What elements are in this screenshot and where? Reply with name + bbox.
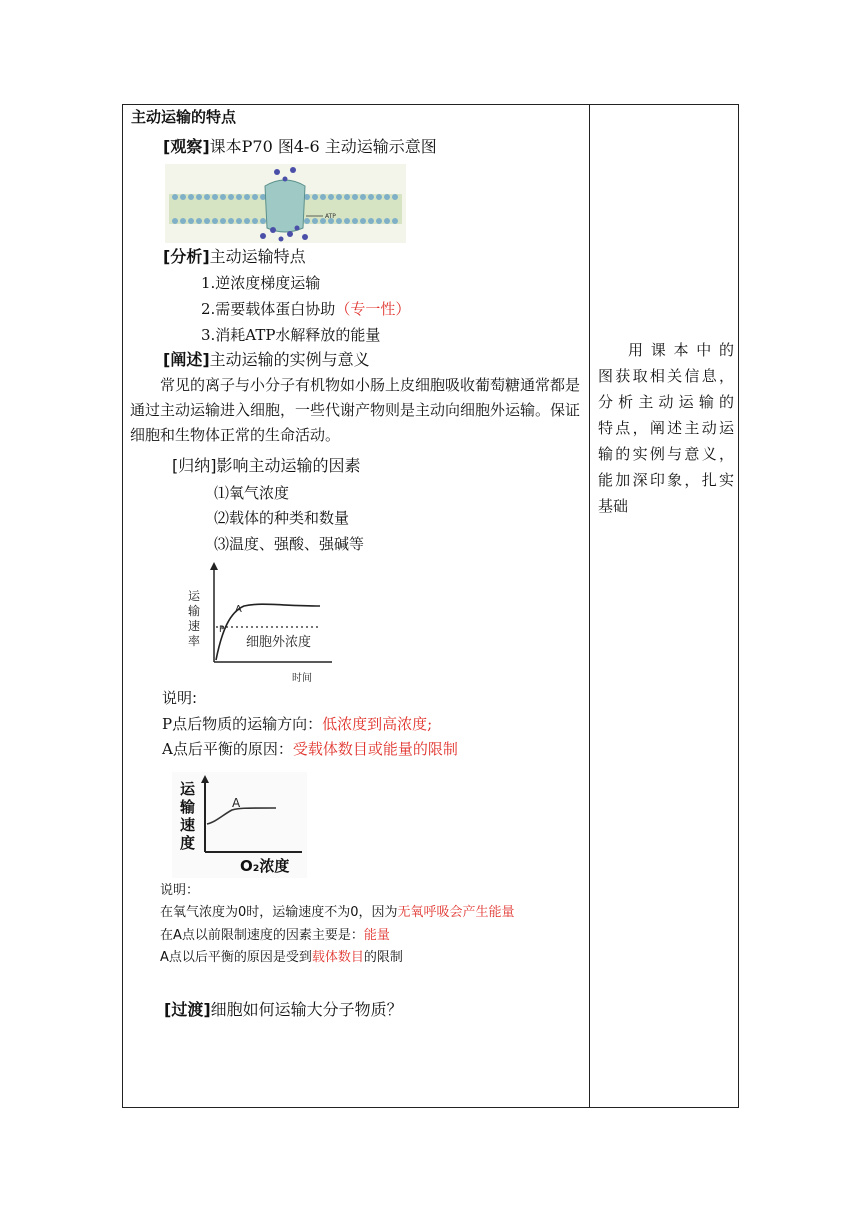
summary-item-1: ⑴氧气浓度: [214, 484, 290, 502]
note2-title: 说明：: [160, 883, 200, 898]
note2-line1: [160, 903, 515, 923]
explain-tag: [阐述]: [163, 350, 210, 369]
side-note-line-5: 输的实例与意义，: [598, 445, 734, 463]
explain-line: [163, 349, 370, 371]
note1-line2: [162, 738, 458, 760]
analysis-item-2-text: 2.需要载体蛋白协助: [201, 300, 336, 318]
point-p-label: P: [219, 625, 225, 635]
y-label-4: 度: [180, 834, 196, 852]
transition-text: 细胞如何运输大分子物质？: [210, 1000, 403, 1019]
dashed-line-label: 细胞外浓度: [246, 635, 312, 650]
rate-curve: [216, 604, 320, 660]
point-a-label: A: [232, 796, 241, 810]
y-label-1: 运: [180, 780, 196, 798]
observe-line: [163, 136, 437, 158]
side-note-line-6: 能加深印象，扎实: [598, 471, 734, 489]
rate-vs-oxygen-graph: [172, 772, 307, 878]
note2-line2: [160, 926, 390, 946]
note1-title: 说明:: [162, 689, 198, 707]
note2-line2-answer: 能量: [363, 928, 390, 943]
rate-vs-time-graph: [182, 560, 342, 685]
note2-line3-answer: 载体数目: [311, 950, 364, 965]
note2-line3: [160, 948, 403, 968]
note1-line2-prefix: A点后平衡的原因：: [162, 740, 293, 758]
note1-line1: [162, 713, 432, 735]
analysis-item-1: 1.逆浓度梯度运输: [201, 274, 321, 292]
note1-line1-prefix: P点后物质的运输方向：: [162, 715, 323, 733]
y-label-1: 运: [188, 589, 201, 603]
y-label-2: 输: [180, 798, 196, 816]
observe-text: 课本P70 图4-6 主动运输示意图: [209, 137, 437, 156]
note2-line1-prefix: 在氧气浓度为0时，运输速度不为0，因为: [160, 905, 398, 920]
analysis-item-3: 3.消耗ATP水解释放的能量: [201, 326, 381, 344]
side-note-line-7: 基础: [598, 497, 629, 515]
y-label-3: 速: [180, 816, 196, 834]
note2-line3-prefix: A点以后平衡的原因是受到: [160, 950, 312, 965]
summary-tag: [归纳]: [172, 456, 217, 475]
membrane-transport-figure: [165, 164, 406, 243]
design-intent-note: [598, 337, 734, 519]
transition-tag: [过渡]: [164, 1000, 211, 1019]
specificity-note: （专一性）: [335, 300, 411, 318]
analysis-item-2: [201, 298, 410, 320]
analysis-tag: [分析]: [163, 247, 210, 266]
y-axis-arrow: [210, 562, 218, 570]
x-axis-label: O₂浓度: [240, 857, 290, 875]
note1-line1-answer: 低浓度到高浓度;: [322, 715, 433, 733]
side-note-line-3: 分析主动运输的: [598, 393, 734, 411]
analysis-text: 主动运输特点: [209, 247, 306, 266]
summary-line: [172, 455, 361, 477]
x-axis-label: 时间: [292, 673, 312, 684]
summary-text: 影响主动运输的因素: [216, 456, 361, 475]
point-a-label: A: [235, 604, 242, 615]
note2-line3-suffix: 的限制: [363, 950, 403, 965]
carrier-protein: [265, 180, 305, 232]
y-label-2: 输: [188, 604, 201, 618]
svg-text:ATP: ATP: [325, 213, 336, 220]
side-note-line-1: 用课本中的: [628, 341, 734, 359]
y-label-4: 率: [188, 634, 201, 648]
summary-item-3: ⑶温度、强酸、强碱等: [214, 535, 365, 553]
section-title: 主动运输的特点: [131, 108, 237, 126]
note1-line2-answer: 受载体数目或能量的限制: [292, 740, 458, 758]
y-label-3: 速: [188, 619, 201, 633]
examples-paragraph: 常见的离子与小分子有机物如小肠上皮细胞吸收葡萄糖通常都是通过主动运输进入细胞，一些代谢产物则是主动向细胞外运输。保证细胞和生物体正常的生命活动。: [130, 376, 581, 444]
note2-line2-prefix: 在A点以前限制速度的因素主要是：: [160, 928, 364, 943]
side-note-line-2: 图获取相关信息，: [598, 367, 734, 385]
note2-line1-answer: 无氧呼吸会产生能量: [397, 905, 515, 920]
side-note-line-4: 特点，阐述主动运: [598, 419, 734, 437]
summary-item-2: ⑵载体的种类和数量: [214, 509, 350, 527]
observe-tag: [观察]: [163, 137, 210, 156]
column-divider: [589, 104, 590, 1108]
transition-line: [164, 999, 403, 1021]
explain-text: 主动运输的实例与意义: [209, 350, 370, 369]
analysis-line: [163, 246, 306, 268]
